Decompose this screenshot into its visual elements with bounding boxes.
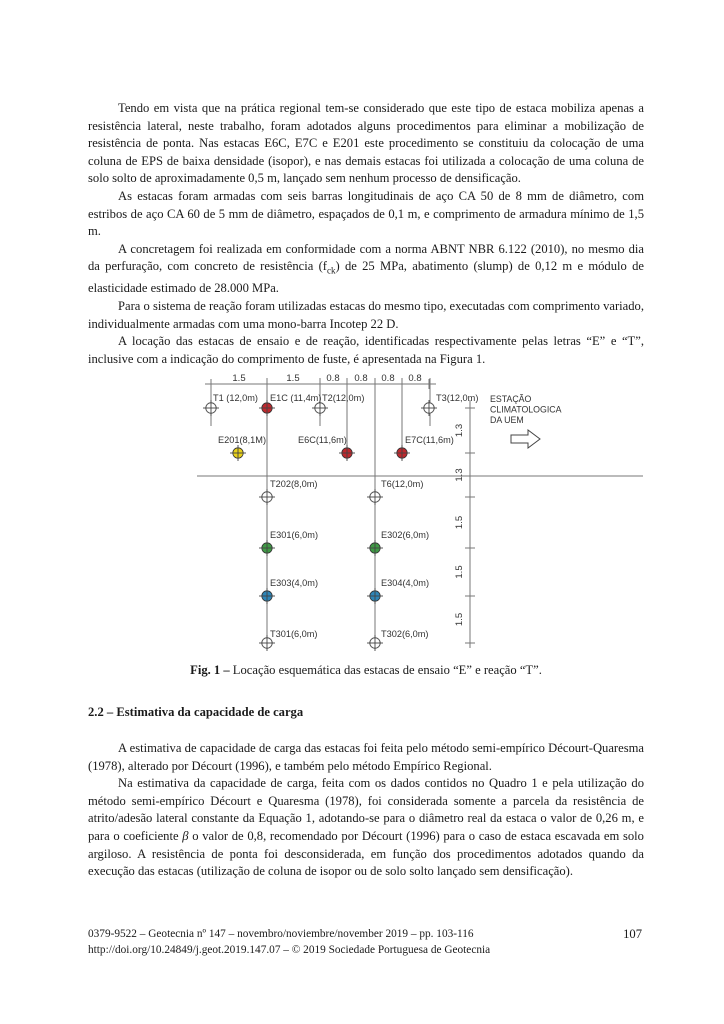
side-dimension-label: 1.5: [454, 612, 465, 627]
caption-text: Locação esquemática das estacas de ensaio “E” e reação “T”.: [229, 663, 542, 677]
section-heading: 2.2 – Estimativa da capacidade de carga: [88, 705, 304, 719]
arrow-right-icon: [511, 430, 540, 448]
top-dimension-label: 1.5: [286, 373, 300, 384]
top-dimension-label: 0.8: [381, 373, 395, 384]
paragraph-2: As estacas foram armadas com seis barras longitudinais de aço CA 50 de 8 mm de diâmetro, com estribos de aço CA 60 de 5 mm de diâmetro, espaçados de 0,1 m, e comprimento de armadura mínimo de 1,5 m.: [88, 188, 644, 239]
paragraph-3-end: ) de 25 MPa, abatimento (slump) de 0,12 m e módulo de elasticidade estimado de 28.000 MPa.: [88, 259, 644, 296]
section-2-paragraph-2-end: o valor de 0,8, recomendado por Décourt (1996) para o caso de estaca escavada em solo argiloso. A resistência de ponta foi desconsiderada, em função dos procedimentos adotados quando da execução das estacas (utilização de coluna de isopor ou de solo solto lançado sem densificação).: [88, 828, 644, 879]
top-dimension-label: 0.8: [408, 373, 422, 384]
pile-e301-label: E301(6,0m): [270, 530, 319, 540]
paragraph-1: Tendo em vista que na prática regional tem-se considerado que este tipo de estaca mobiliza apenas a resistência lateral, neste trabalho, foram adotados alguns procedimentos para eliminar a mobilização de resistência de ponta. Nas estacas E6C, E7C e E201 este procedimento se constituiu da colocação de uma coluna de EPS de baixa densidade (isopor), e nas demais estacas foi utilizada a colocação de uma coluna de solo solto de aproximadamente 0,5 m, lançado sem nenhum processo de densificação.: [88, 101, 644, 186]
figure-grid: [197, 378, 643, 640]
figure-caption: [88, 663, 644, 678]
side-dimension-label: 1.5: [454, 515, 465, 530]
paragraph-3-start: A concretagem foi realizada em conformidade com a norma ABNT NBR 6.122 (2010), no mesmo dia da perfuração, com concreto de resistência (f: [88, 241, 644, 274]
caption-label: Fig. 1 –: [190, 663, 230, 677]
station-label-line: ESTAÇÃO: [490, 394, 532, 404]
pile-t202-label: T202(8,0m): [270, 479, 318, 489]
figure-dimensions: [205, 373, 475, 648]
paragraph-5: A locação das estacas de ensaio e de reação, identificadas respectivamente pelas letras “E” e “T”, inclusive com a indicação do comprimento de fuste, é apresentada na Figura 1.: [88, 334, 644, 366]
page-number: 107: [623, 927, 642, 941]
station-label-line: CLIMATOLOGICA: [490, 404, 562, 415]
side-dimension-label: 1.3: [454, 423, 465, 438]
top-dimension-label: 0.8: [354, 373, 368, 384]
section-2-paragraph-2-start: Na estimativa da capacidade de carga, feita com os dados contidos no Quadro 1 e pela utilização do método semi-empírico Décourt e Quaresma (1978), foi considerada somente a parcela da resistência de atrito/adesão lateral constante da Equação 1, adotando-se para o diâmetro real da estaca o valor de 0,26 m, e para o coeficiente: [88, 776, 644, 843]
pile-e1c-label: E1C (11,4m): [270, 393, 322, 403]
figure-piles: [203, 393, 478, 651]
paragraph-4: Para o sistema de reação foram utilizadas estacas do mesmo tipo, executadas com comprimento variado, individualmente armadas com uma mono-barra Incotep 22 D.: [88, 299, 644, 331]
beta-symbol: β: [182, 828, 189, 843]
doi-line: http://doi.org/10.24849/j.geot.2019.147.07 – © 2019 Sociedade Portuguesa de Geotecnia: [88, 944, 491, 956]
pile-t302-label: T302(6,0m): [381, 629, 429, 639]
pile-e302-label: E302(6,0m): [381, 530, 430, 540]
pile-e7c-label: E7C(11,6m): [405, 435, 454, 445]
pile-t1-label: T1 (12,0m): [213, 393, 258, 403]
pile-e304-label: E304(4,0m): [381, 578, 430, 588]
pile-e201-label: E201(8,1M): [218, 435, 267, 445]
side-dimension-label: 1.5: [454, 565, 465, 579]
pile-e303-label: E303(4,0m): [270, 578, 319, 588]
section-2-text: [88, 740, 644, 881]
side-dimension-label: 1.3: [454, 468, 465, 482]
pile-t6-label: T6(12,0m): [381, 479, 424, 489]
pile-t2-label: T2(12,0m): [322, 393, 365, 403]
journal-citation: 0379-9522 – Geotecnia nº 147 – novembro/noviembre/november 2019 – pp. 103-116: [88, 928, 474, 940]
station-label-line: DA UEM: [490, 415, 524, 425]
page-footer: [88, 926, 644, 958]
pile-e6c-label: E6C(11,6m): [298, 435, 347, 445]
fck-subscript: ck: [327, 265, 336, 276]
weather-station-marker: [490, 394, 562, 448]
top-dimension-label: 0.8: [326, 373, 340, 384]
pile-t3-label: T3(12,0m): [436, 393, 479, 403]
section-2-paragraph-1: A estimativa de capacidade de carga das estacas foi feita pelo método semi-empírico Décourt-Quaresma (1978), alterado por Décourt (1996), e também pelo método Empírico Regional.: [88, 741, 644, 773]
pile-t301-label: T301(6,0m): [270, 629, 318, 639]
section-2-paragraph-2: [88, 775, 644, 881]
top-dimension-label: 1.5: [232, 373, 246, 384]
